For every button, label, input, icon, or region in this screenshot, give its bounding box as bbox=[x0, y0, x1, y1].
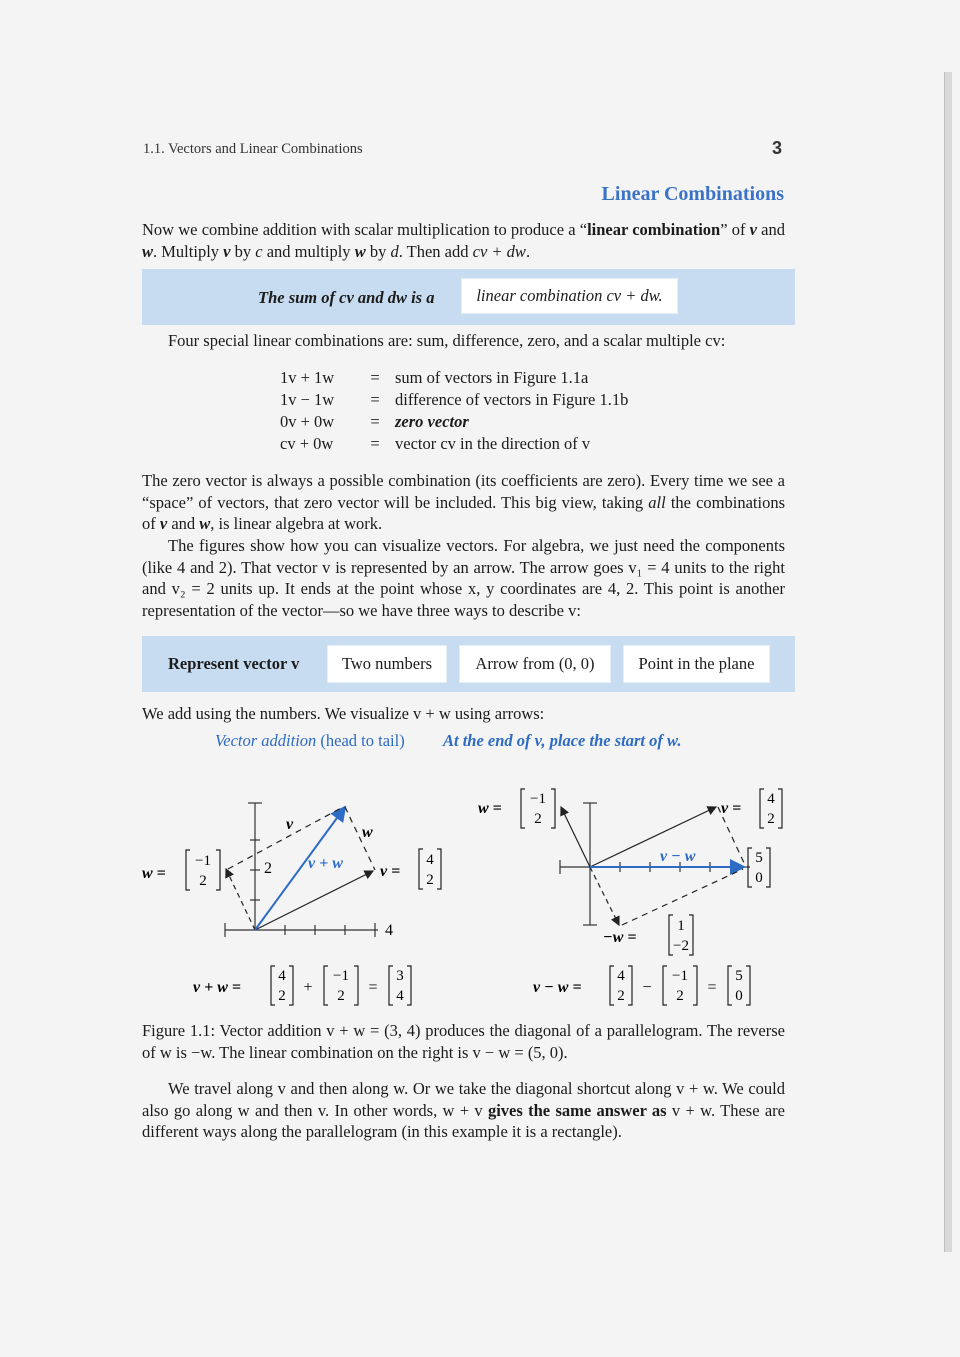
right-w-vector bbox=[521, 789, 555, 828]
svg-text:2: 2 bbox=[199, 873, 207, 889]
option-arrow: Arrow from (0, 0) bbox=[460, 646, 610, 682]
definition-value: linear combination cv + dw. bbox=[462, 279, 677, 313]
right-v-arrow bbox=[590, 807, 716, 867]
svg-text:4: 4 bbox=[278, 968, 286, 984]
zero-vector-paragraph: The zero vector is always a possible combination (its coefficients are zero). Every time we see a “space” of vectors, that zero vector will be included. This big view, taking all the combinations of v and w, is linear algebra at work. bbox=[142, 471, 785, 533]
vector-figure bbox=[140, 765, 800, 1025]
tick-label-2: 2 bbox=[264, 860, 272, 877]
svg-text:2: 2 bbox=[278, 988, 286, 1004]
vector-v-arrow bbox=[255, 871, 373, 930]
svg-text:=: = bbox=[707, 979, 717, 996]
svg-text:−2: −2 bbox=[673, 938, 689, 954]
intro-paragraph: Now we combine addition with scalar multiplication to produce a “linear combination” of v and w. Multiply v by c and multiply w by d. Then add cv + dw. bbox=[142, 220, 785, 261]
svg-text:−1: −1 bbox=[195, 853, 211, 869]
add-line: We add using the numbers. We visualize v + w using arrows: bbox=[142, 704, 545, 723]
final-paragraph: We travel along v and then along w. Or we take the diagonal shortcut along v + w. We could also go along w and then v. In other words, w + v gives the same answer as v + w. These are different ways along the parallelogram (in this example it is a rectangle). bbox=[142, 1079, 785, 1141]
svg-text:+: + bbox=[303, 979, 313, 996]
right-bottom-equation bbox=[533, 966, 750, 1005]
table-row: 1v + 1w = sum of vectors in Figure 1.1a bbox=[280, 368, 589, 387]
left-axes bbox=[225, 803, 378, 937]
figures-paragraph: The figures show how you can visualize vectors. For algebra, we just need the components (like 4 and 2). That vector v is represented by an arrow. The arrow goes v₁ = 4 units to the right and v₂ = 2 units up. It ends at the point whose x, y coordinates are 4, 2. This point is another representation of the vector—so we have three ways to describe v: bbox=[142, 536, 785, 620]
vector-addition-rule: Vector addition (head to tail) bbox=[215, 731, 405, 750]
diff-vector bbox=[748, 848, 770, 887]
neg-w-vector bbox=[669, 915, 693, 955]
left-w-vector bbox=[186, 850, 220, 890]
svg-text:0: 0 bbox=[735, 988, 743, 1004]
left-sum-label: v + w bbox=[308, 855, 343, 872]
represent-box bbox=[142, 636, 795, 692]
svg-text:3: 3 bbox=[396, 968, 404, 984]
svg-text:4: 4 bbox=[426, 852, 434, 868]
table-row: 1v − 1w = difference of vectors in Figure 1.1b bbox=[280, 390, 629, 409]
right-v-eq: v = bbox=[721, 800, 742, 817]
section-title: Linear Combinations bbox=[601, 183, 784, 205]
definition-box bbox=[142, 269, 795, 325]
left-w-eq: w = bbox=[142, 865, 166, 882]
svg-text:2: 2 bbox=[676, 988, 684, 1004]
svg-text:4: 4 bbox=[767, 791, 775, 807]
svg-text:−1: −1 bbox=[672, 968, 688, 984]
svg-text:0: 0 bbox=[755, 870, 763, 886]
svg-text:−1: −1 bbox=[333, 968, 349, 984]
combination-table bbox=[280, 367, 675, 455]
page-number: 3 bbox=[772, 138, 783, 158]
right-w-arrow bbox=[561, 807, 590, 867]
svg-text:2: 2 bbox=[617, 988, 625, 1004]
table-row: cv + 0w = vector cv in the direction of v bbox=[280, 434, 591, 453]
tick-label-4: 4 bbox=[385, 922, 393, 939]
svg-text:1: 1 bbox=[677, 918, 685, 934]
head-to-tail-rule: At the end of v, place the start of w. bbox=[443, 731, 682, 750]
svg-text:−1: −1 bbox=[530, 791, 546, 807]
svg-text:−: − bbox=[642, 979, 652, 996]
neg-w-arrow bbox=[590, 867, 619, 925]
neg-w-eq: −w = bbox=[603, 929, 637, 946]
four-special-text: Four special linear combinations are: sum, difference, zero, and a scalar multiple cv: bbox=[168, 331, 726, 350]
left-v-eq: v = bbox=[380, 863, 401, 880]
right-vectors bbox=[561, 807, 745, 925]
svg-text:2: 2 bbox=[767, 811, 775, 827]
svg-text:v + w =: v + w = bbox=[193, 979, 242, 996]
svg-text:4: 4 bbox=[617, 968, 625, 984]
option-point: Point in the plane bbox=[624, 646, 769, 682]
svg-text:v − w =: v − w = bbox=[533, 979, 582, 996]
left-w-label: w bbox=[362, 824, 373, 841]
svg-text:2: 2 bbox=[337, 988, 345, 1004]
figure-caption: Figure 1.1: Vector addition v + w = (3, 4) produces the diagonal of a parallelogram. The reverse of w is −w. The linear combination on the right is v − w = (5, 0). bbox=[142, 1021, 785, 1062]
svg-text:2: 2 bbox=[534, 811, 542, 827]
diff-label: v − w bbox=[660, 848, 696, 865]
left-v-label: v bbox=[286, 816, 294, 833]
svg-text:=: = bbox=[368, 979, 378, 996]
right-w-eq: w = bbox=[478, 800, 502, 817]
page-edge bbox=[944, 72, 952, 1252]
option-two-numbers: Two numbers bbox=[328, 646, 446, 682]
svg-text:4: 4 bbox=[396, 988, 404, 1004]
svg-text:2: 2 bbox=[426, 872, 434, 888]
left-v-vector bbox=[419, 849, 441, 889]
right-v-vector bbox=[760, 789, 782, 828]
definition-label: The sum of cv and dw is a bbox=[258, 288, 435, 307]
left-vectors bbox=[226, 807, 375, 930]
running-header: 1.1. Vectors and Linear Combinations bbox=[143, 141, 363, 157]
svg-text:5: 5 bbox=[755, 850, 763, 866]
svg-text:5: 5 bbox=[735, 968, 743, 984]
table-row: 0v + 0w = zero vector bbox=[280, 412, 469, 431]
represent-label: Represent vector v bbox=[168, 654, 300, 673]
left-bottom-equation bbox=[193, 966, 411, 1005]
